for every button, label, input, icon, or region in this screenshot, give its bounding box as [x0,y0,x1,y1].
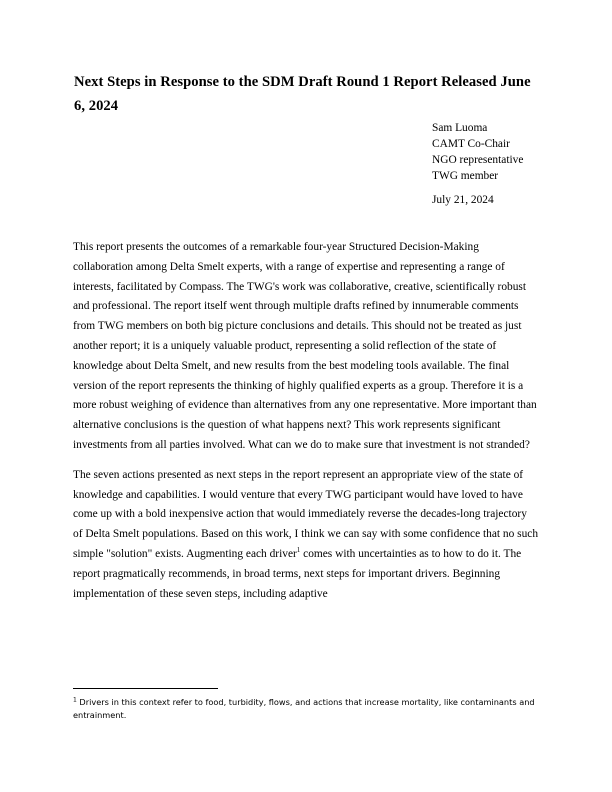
author-block [432,120,592,184]
footnote [73,696,543,722]
paragraph-2-text-start: The seven actions presented as next steps in the report represent an appropriate view of the state of knowledge and capabilities. I would venture that every TWG participant would have loved to have come up with a bold inexpensive action that would immediately reverse the decades-long trajectory of Delta Smelt populations. Based on this work, I think we can say with some confidence that no such simple "solution" exists. Augmenting each driver [73,468,539,560]
author-name: Sam Luoma [432,122,488,134]
footnote-marker: 1 [73,696,77,704]
footnote-reference: 1 [296,546,301,555]
paragraph-1: This report presents the outcomes of a remarkable four-year Structured Decision-Making collaboration among Delta Smelt experts, with a range of expertise and representing a range of interests, facilitated by Compass. The TWG's work was collaborative, creative, scientifically robust and professional. The report itself went through multiple drafts refined by innumerable comments from TWG members on both big picture conclusions and details. This should not be treated as just another report; it is a uniquely valuable product, representing a solid reflection of the state of knowledge about Delta Smelt, and new results from the best modeling tools available. The final version of the report represents the thinking of highly qualified experts as a group. Therefore it is a more robust weighing of evidence than alternatives from any one representative. More important than alternative conclusions is the question of what happens next? This work represents significant investments from all parties involved. What can we do to make sure that investment is not stranded? [73,241,537,451]
author-role-twg: TWG member [432,170,499,182]
document-body [73,238,539,614]
document-title: Next Steps in Response to the SDM Draft Round 1 Report Released June 6, 2024 [74,74,531,114]
paragraph-2 [73,466,539,605]
paragraph-2-text-end: comes with uncertainties as to how to do it. The report pragmatically recommends, in broad terms, next steps for important drivers. Beginning implementation of these seven steps, including adaptive [73,547,522,600]
footnote-divider [73,688,218,689]
document-date: July 21, 2024 [432,194,494,206]
author-role-co-chair: CAMT Co-Chair [432,138,510,150]
footnote-text: Drivers in this context refer to food, turbidity, flows, and actions that increase mortality, like contaminants and entrainment. [73,697,535,720]
author-role-ngo: NGO representative [432,154,524,166]
